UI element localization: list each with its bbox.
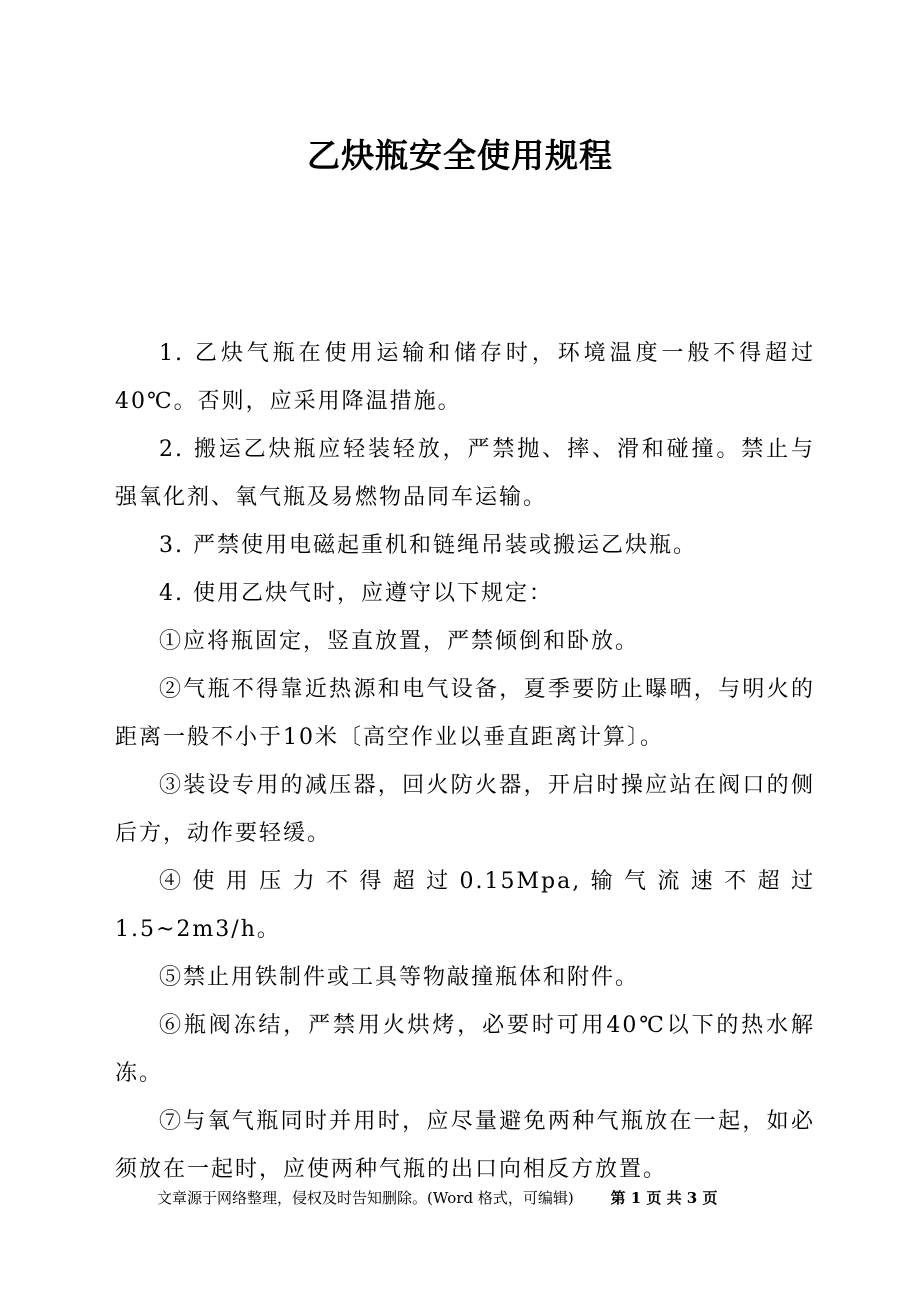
rule-item-6: ⑥瓶阀冻结，严禁用火烘烤，必要时可用40℃以下的热水解冻。: [115, 1013, 815, 1086]
rule-item-3: ③装设专用的减压器，回火防火器，开启时操应站在阀口的侧后方，动作要轻缓。: [115, 773, 815, 846]
paragraph-3: 3. 严禁使用电磁起重机和链绳吊装或搬运乙炔瓶。: [159, 533, 697, 558]
paragraph-4: 4. 使用乙炔气时，应遵守以下规定：: [159, 581, 553, 606]
paragraph-2: 2. 搬运乙炔瓶应轻装轻放，严禁抛、摔、滑和碰撞。禁止与强氧化剂、氧气瓶及易燃物品同车运输。: [115, 437, 815, 510]
footer-note: 文章源于网络整理，侵权及时告知删除。(Word 格式，可编辑): [157, 1189, 574, 1207]
rule-item-2: ②气瓶不得靠近热源和电气设备，夏季要防止曝晒，与明火的距离一般不小于10米〔高空作业以垂直距离计算〕。: [115, 677, 815, 750]
rule-item-5: ⑤禁止用铁制件或工具等物敲撞瓶体和附件。: [159, 965, 640, 990]
document-title: 乙炔瓶安全使用规程: [307, 136, 613, 175]
document-body: [115, 330, 815, 1194]
rule-item-7: ⑦与氧气瓶同时并用时，应尽量避免两种气瓶放在一起，如必须放在一起时，应使两种气瓶的出口向相反方放置。: [115, 1109, 815, 1182]
page-footer: [157, 1186, 857, 1210]
paragraph-1: 1. 乙炔气瓶在使用运输和储存时，环境温度一般不得超过40℃。否则，应采用降温措施。: [115, 341, 815, 414]
rule-item-1: ①应将瓶固定，竖直放置，严禁倾倒和卧放。: [159, 629, 640, 654]
page-number: 第 1 页 共 3 页: [610, 1189, 718, 1207]
rule-item-4: ④使用压力不得超过0.15Mpa,输气流速不超过1.5~2m3/h。: [115, 869, 815, 942]
